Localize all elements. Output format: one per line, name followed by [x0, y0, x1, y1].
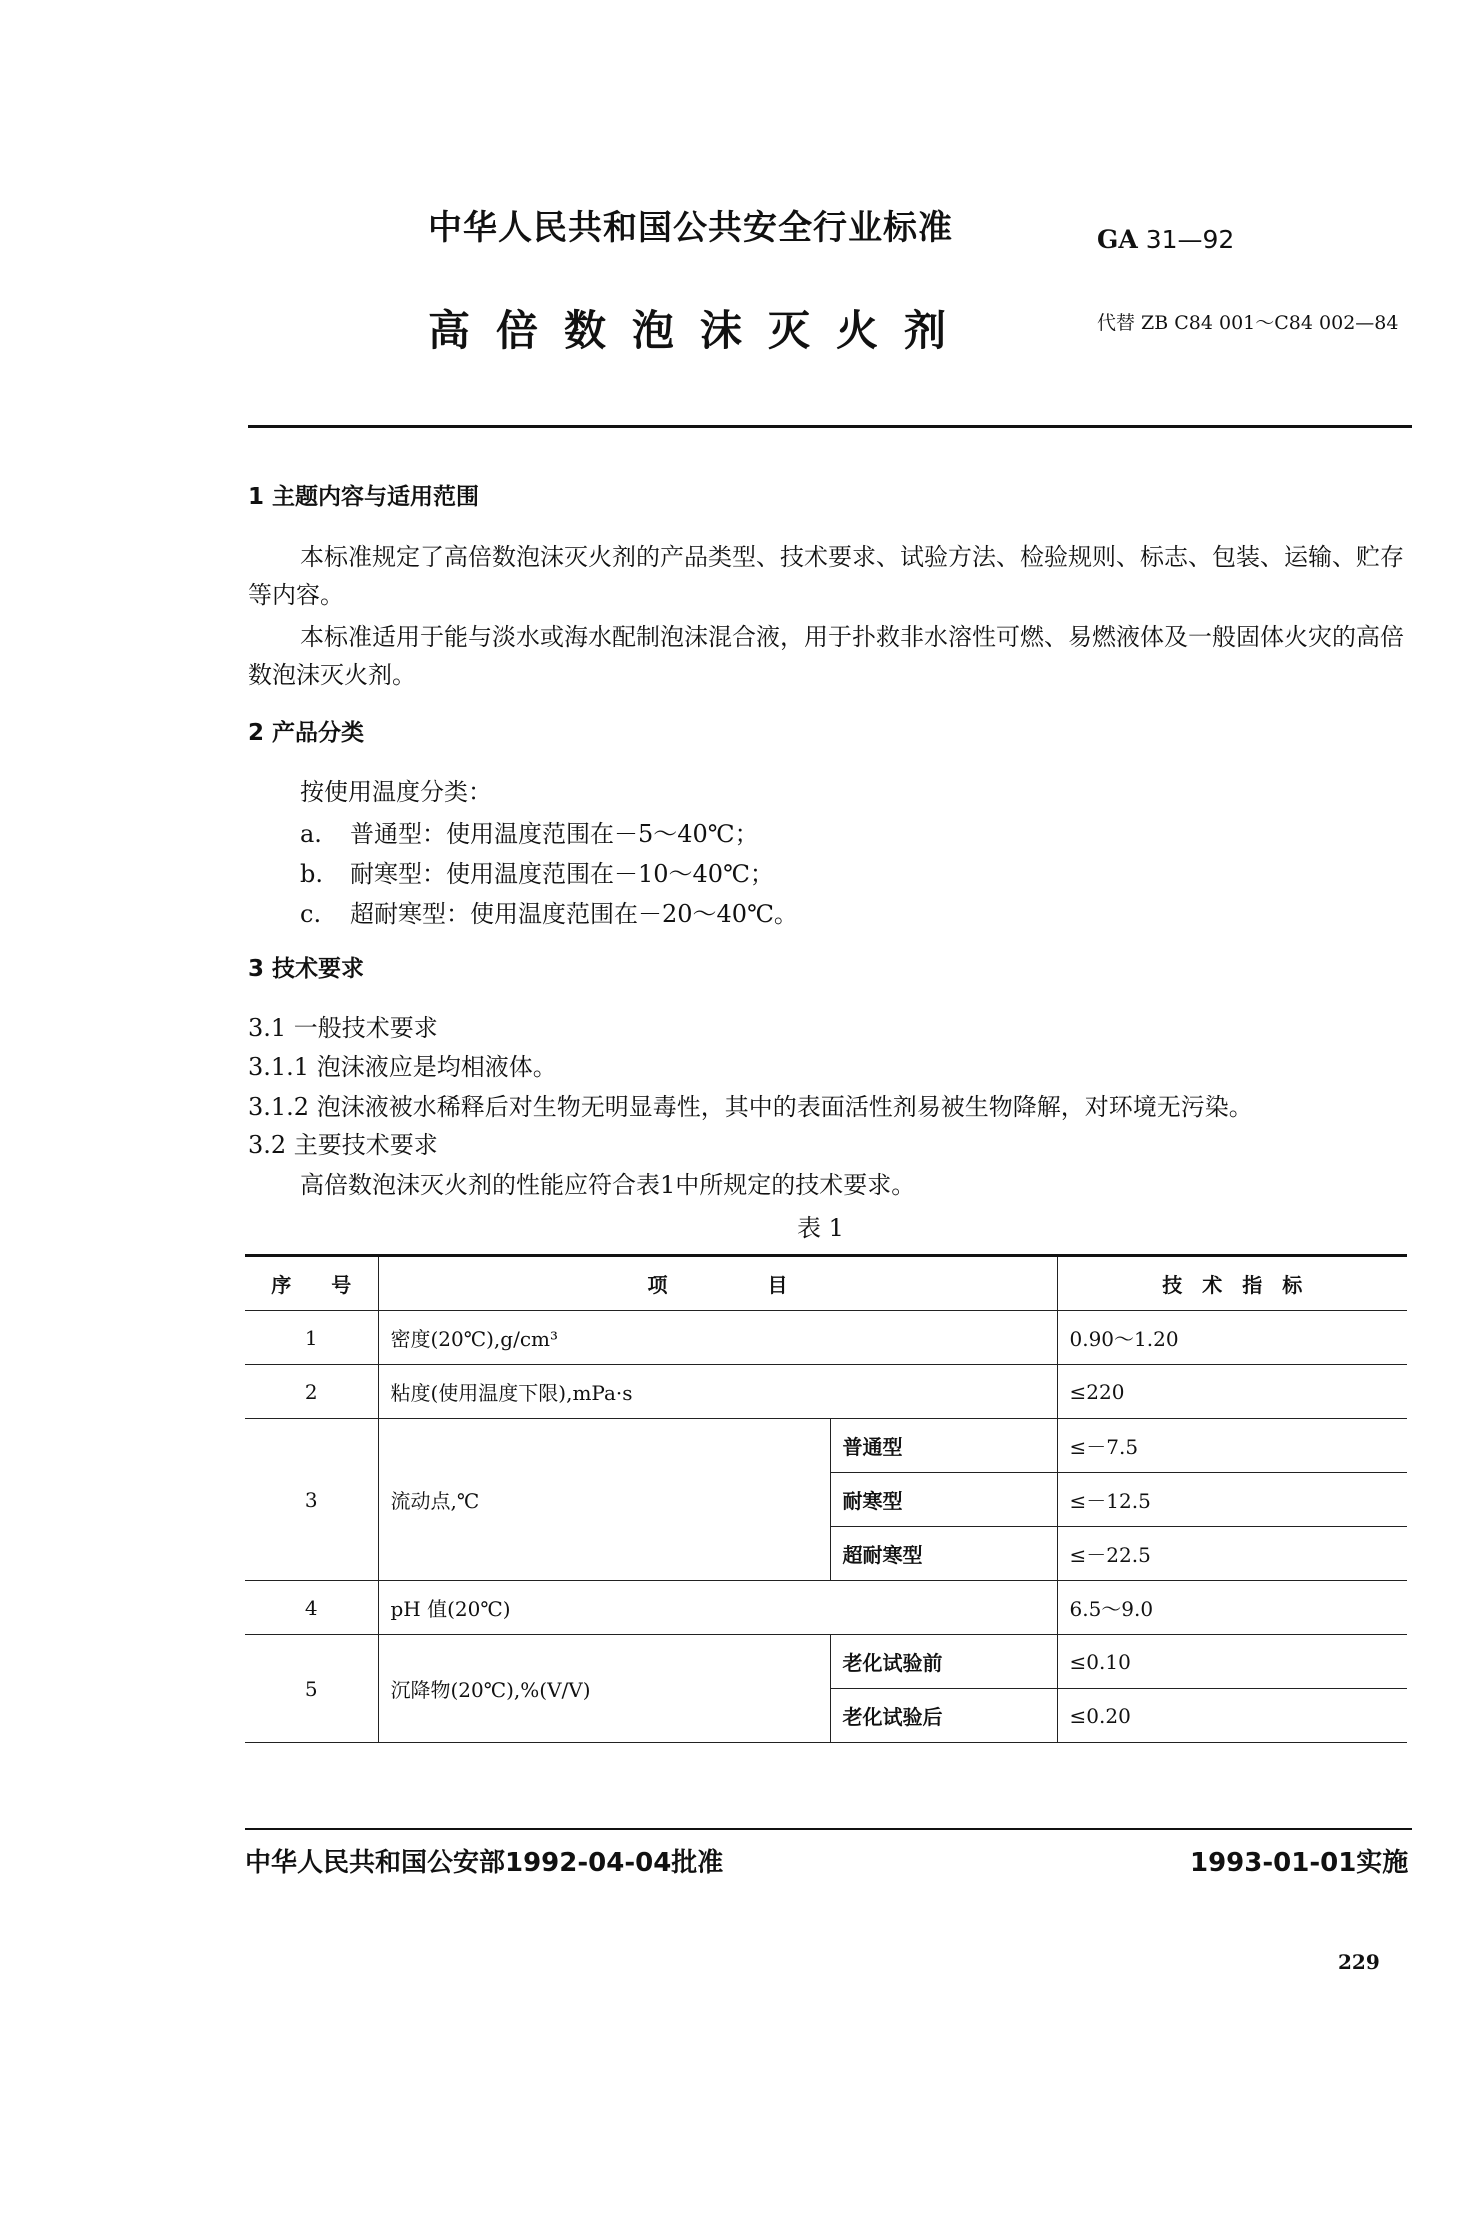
- section-3-1-1: 3.1.1 泡沫液应是均相液体。: [248, 1053, 557, 1081]
- section-1-para-1: 本标准规定了高倍数泡沫灭火剂的产品类型、技术要求、试验方法、检验规则、标志、包装、运输、贮存等内容。: [248, 543, 1404, 609]
- list-item-c: [300, 894, 798, 929]
- row-value: ≤0.20: [1057, 1689, 1407, 1743]
- page-number: 229: [1338, 1950, 1380, 1974]
- list-text: 耐寒型：使用温度范围在－10～40℃；: [350, 860, 774, 888]
- row-no: 3: [245, 1419, 378, 1581]
- section-3-1-2: 3.1.2 泡沫液被水稀释后对生物无明显毒性，其中的表面活性剂易被生物降解，对环境无污染。: [248, 1093, 1253, 1121]
- row-value: ≤0.10: [1057, 1635, 1407, 1689]
- table-caption: 表 1: [797, 1214, 844, 1242]
- list-text: 超耐寒型：使用温度范围在－20～40℃。: [350, 900, 798, 928]
- list-text: 普通型：使用温度范围在－5～40℃；: [350, 820, 759, 848]
- row-no: 2: [245, 1365, 378, 1419]
- row-sub-label: 普通型: [830, 1419, 1057, 1473]
- table-row: [245, 1635, 1407, 1689]
- table-row: [245, 1365, 1407, 1419]
- code-number: 31—92: [1145, 225, 1235, 254]
- list-item-b: [300, 854, 774, 889]
- header-rule: [248, 425, 1412, 428]
- approval-note: 中华人民共和国公安部1992-04-04批准: [245, 1848, 724, 1878]
- list-marker: c.: [300, 900, 322, 928]
- section-3-1: 3.1 一般技术要求: [248, 1014, 438, 1042]
- table-row: [245, 1419, 1407, 1473]
- list-marker: a.: [300, 820, 322, 848]
- header-no: 序 号: [245, 1256, 378, 1311]
- section-2-heading: 2 产品分类: [248, 720, 365, 746]
- code-prefix: GA: [1097, 225, 1138, 254]
- footer-rule: [245, 1828, 1412, 1830]
- header-index: 技 术 指 标: [1057, 1256, 1407, 1311]
- table-header-row: [245, 1256, 1407, 1311]
- section-1-heading: 1 主题内容与适用范围: [248, 484, 480, 510]
- row-no: 4: [245, 1581, 378, 1635]
- row-sub-label: 老化试验前: [830, 1635, 1057, 1689]
- row-item: 粘度(使用温度下限),mPa·s: [378, 1365, 1057, 1419]
- row-sub-label: 老化试验后: [830, 1689, 1057, 1743]
- section-3-2-text: 高倍数泡沫灭火剂的性能应符合表1中所规定的技术要求。: [300, 1171, 916, 1199]
- row-item: 密度(20℃),g/cm³: [378, 1311, 1057, 1365]
- spec-table: [245, 1254, 1407, 1743]
- row-no: 1: [245, 1311, 378, 1365]
- section-3-2: 3.2 主要技术要求: [248, 1131, 438, 1159]
- header-item: 项 目: [378, 1256, 1057, 1311]
- section-2-intro: 按使用温度分类：: [300, 778, 492, 806]
- row-item: pH 值(20℃): [378, 1581, 1057, 1635]
- row-sub-label: 超耐寒型: [830, 1527, 1057, 1581]
- row-item: 沉降物(20℃),%(V/V): [378, 1635, 830, 1743]
- row-value: 6.5～9.0: [1057, 1581, 1407, 1635]
- section-3-heading: 3 技术要求: [248, 956, 365, 982]
- row-sub-label: 耐寒型: [830, 1473, 1057, 1527]
- list-marker: b.: [300, 860, 323, 888]
- standard-code: [1097, 225, 1234, 254]
- row-value: 0.90～1.20: [1057, 1311, 1407, 1365]
- row-value: ≤220: [1057, 1365, 1407, 1419]
- row-no: 5: [245, 1635, 378, 1743]
- row-value: ≤－7.5: [1057, 1419, 1407, 1473]
- table-row: [245, 1311, 1407, 1365]
- row-value: ≤－22.5: [1057, 1527, 1407, 1581]
- effective-date: 1993-01-01实施: [1190, 1848, 1409, 1878]
- row-value: ≤－12.5: [1057, 1473, 1407, 1527]
- list-item-a: [300, 814, 759, 849]
- table-row: [245, 1581, 1407, 1635]
- document-title: 高倍数泡沫灭火剂: [428, 306, 973, 355]
- section-1-para-2: 本标准适用于能与淡水或海水配制泡沫混合液，用于扑救非水溶性可燃、易燃液体及一般固体火灾的高倍数泡沫灭火剂。: [248, 623, 1404, 689]
- replaces-note: 代替 ZB C84 001～C84 002—84: [1097, 312, 1399, 334]
- row-item: 流动点,℃: [378, 1419, 830, 1581]
- standard-name: 中华人民共和国公共安全行业标准: [428, 208, 953, 248]
